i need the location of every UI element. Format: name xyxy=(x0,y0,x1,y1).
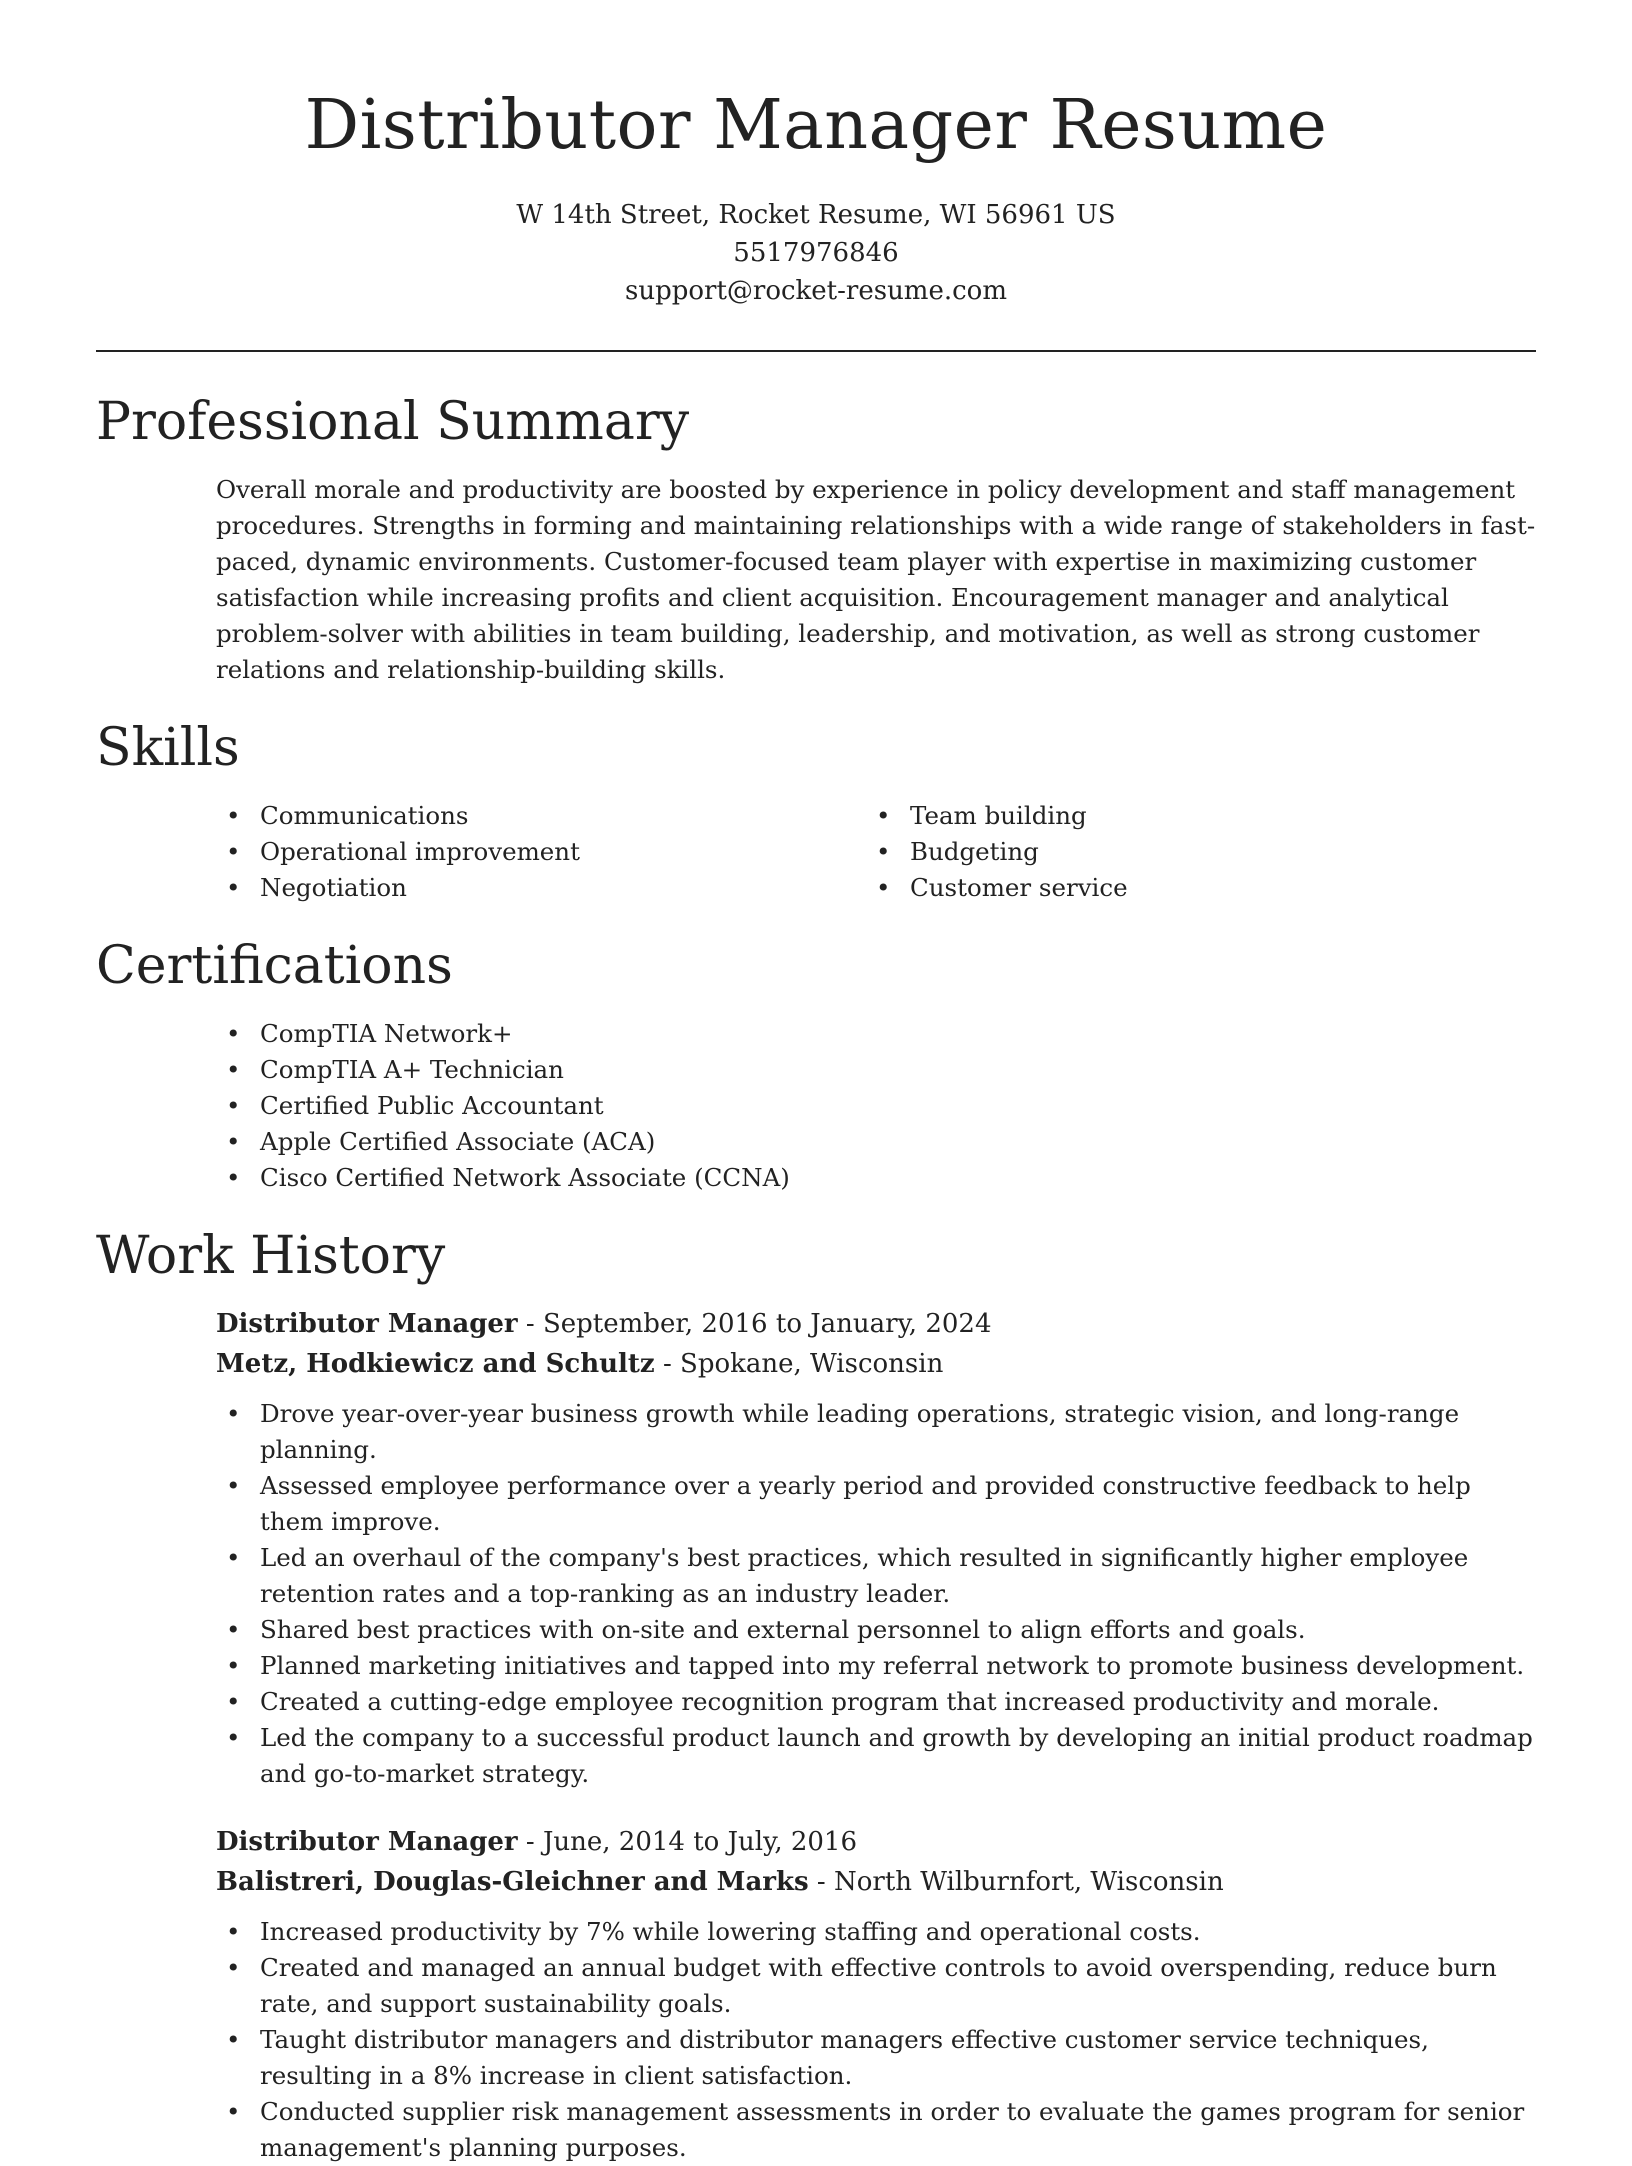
skills-section xyxy=(0,716,1632,906)
job-bullet-list xyxy=(216,1396,1536,1792)
skill-item: • Budgeting xyxy=(866,834,1516,870)
header-divider xyxy=(96,350,1536,352)
skill-item: • Customer service xyxy=(866,870,1516,906)
job-bullet: • Increased productivity by 7% while lowering staffing and operational costs. xyxy=(216,1914,1536,1950)
address: W 14th Street, Rocket Resume, WI 56961 US xyxy=(516,200,1116,230)
phone: 5517976846 xyxy=(733,238,899,268)
job-entry xyxy=(216,1822,1536,2166)
contact-info xyxy=(0,196,1632,310)
skill-item: • Negotiation xyxy=(216,870,866,906)
job-company: Balistreri, Douglas-Gleichner and Marks xyxy=(216,1867,809,1897)
work-history-heading: Work History xyxy=(96,1226,446,1286)
summary-section xyxy=(0,390,1632,688)
job-bullet: • Created and managed an annual budget with effective controls to avoid overspending, reduce burn rate, and support sustainability goals. xyxy=(216,1950,1536,2022)
skills-heading: Skills xyxy=(96,718,240,778)
summary-text: Overall morale and productivity are boosted by experience in policy development and staff management procedures. Strengths in forming and maintaining relationships with a wide range of stakeholders in fast-paced, dynamic environments. Customer-focused team player with expertise in maximizing customer satisfaction while increasing profits and client acquisition. Encouragement manager and analytical problem-solver with abilities in team building, leadership, and motivation, as well as strong customer relations and relationship-building skills. xyxy=(216,475,1536,684)
job-bullet: • Drove year-over-year business growth while leading operations, strategic vision, and long-range planning. xyxy=(216,1396,1536,1468)
job-bullet: • Conducted supplier risk management assessments in order to evaluate the games program for senior management's planning purposes. xyxy=(216,2094,1536,2166)
skill-item: • Communications xyxy=(216,798,866,834)
certifications-list xyxy=(216,1016,1536,1196)
job-bullet-list xyxy=(216,1914,1536,2166)
job-location: Spokane, Wisconsin xyxy=(680,1349,944,1379)
certification-item: • CompTIA A+ Technician xyxy=(216,1052,1536,1088)
separator: - xyxy=(662,1349,681,1379)
job-company: Metz, Hodkiewicz and Schultz xyxy=(216,1349,655,1379)
job-company-line xyxy=(216,1344,1536,1384)
separator: - xyxy=(525,1309,543,1339)
skills-left-list xyxy=(216,798,866,906)
resume-header xyxy=(0,0,1632,310)
certifications-heading: Certifications xyxy=(96,936,453,996)
skill-item: • Operational improvement xyxy=(216,834,866,870)
job-bullet: • Planned marketing initiatives and tapped into my referral network to promote business development. xyxy=(216,1648,1536,1684)
job-company-line xyxy=(216,1862,1536,1902)
job-bullet: • Led the company to a successful product launch and growth by developing an initial product roadmap and go-to-market strategy. xyxy=(216,1720,1536,1792)
job-bullet: • Shared best practices with on-site and external personnel to align efforts and goals. xyxy=(216,1612,1536,1648)
skill-item: • Team building xyxy=(866,798,1516,834)
certification-item: • Apple Certified Associate (ACA) xyxy=(216,1124,1536,1160)
job-dates: June, 2014 to July, 2016 xyxy=(542,1827,858,1857)
separator: - xyxy=(525,1827,543,1857)
skills-columns xyxy=(216,798,1536,906)
job-location: North Wilburnfort, Wisconsin xyxy=(833,1867,1224,1897)
job-role: Distributor Manager xyxy=(216,1827,518,1857)
job-bullet: • Taught distributor managers and distributor managers effective customer service techniques, resulting in a 8% increase in client satisfaction. xyxy=(216,2022,1536,2094)
summary-heading: Professional Summary xyxy=(96,392,690,452)
job-title-line xyxy=(216,1822,1536,1862)
job-bullet: • Created a cutting-edge employee recognition program that increased productivity and morale. xyxy=(216,1684,1536,1720)
job-role: Distributor Manager xyxy=(216,1309,518,1339)
job-bullet: • Assessed employee performance over a yearly period and provided constructive feedback to help them improve. xyxy=(216,1468,1536,1540)
certification-item: • Certified Public Accountant xyxy=(216,1088,1536,1124)
separator: - xyxy=(816,1867,834,1897)
job-entry xyxy=(216,1304,1536,1792)
certifications-section xyxy=(0,934,1632,1196)
email: support@rocket-resume.com xyxy=(624,276,1007,306)
job-dates: September, 2016 to January, 2024 xyxy=(542,1309,992,1339)
skills-right-list xyxy=(866,798,1516,906)
job-title-line xyxy=(216,1304,1536,1344)
certification-item: • CompTIA Network+ xyxy=(216,1016,1536,1052)
resume-title: Distributor Manager Resume xyxy=(304,86,1328,165)
certification-item: • Cisco Certified Network Associate (CCNA) xyxy=(216,1160,1536,1196)
work-history-section xyxy=(0,1224,1632,2166)
job-bullet: • Led an overhaul of the company's best practices, which resulted in significantly higher employee retention rates and a top-ranking as an industry leader. xyxy=(216,1540,1536,1612)
